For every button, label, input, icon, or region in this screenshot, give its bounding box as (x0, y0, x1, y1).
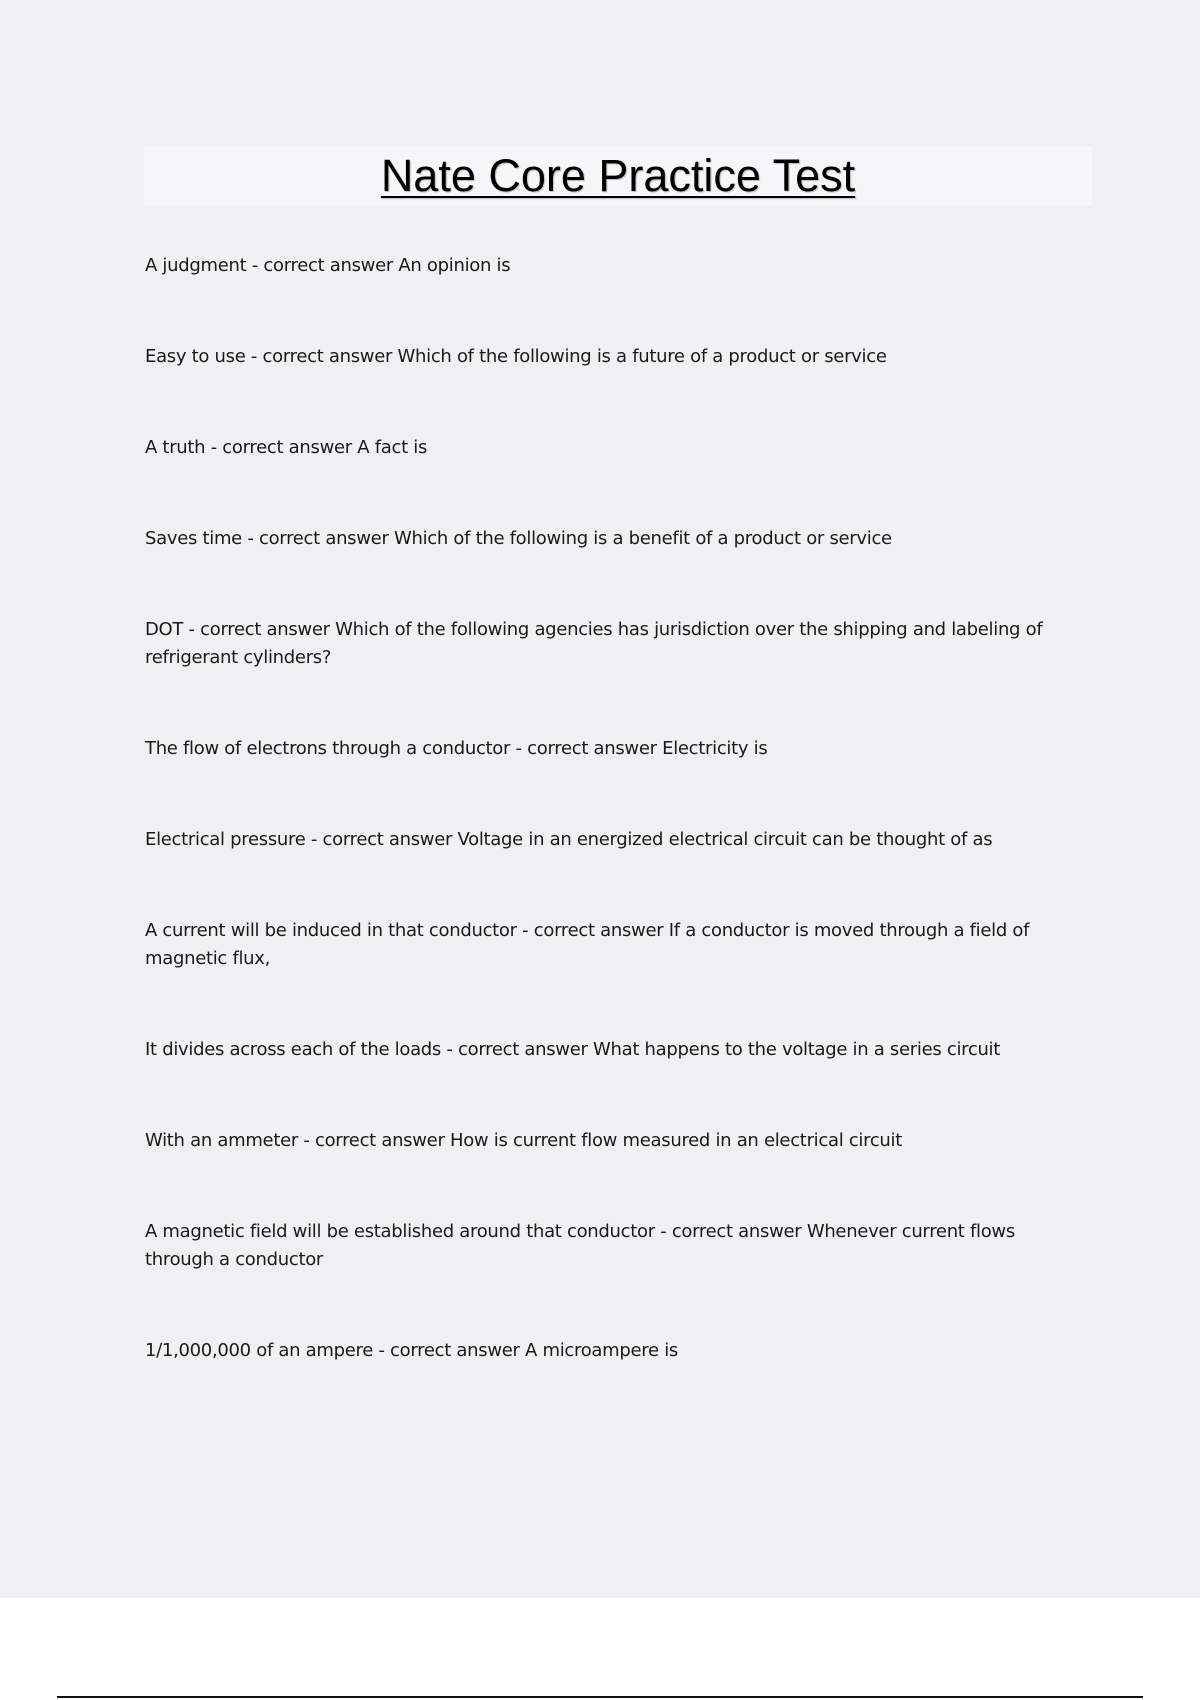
qa-entry: Easy to use - correct answer Which of the following is a future of a product or service (145, 346, 887, 367)
question-answer-list (145, 252, 1085, 1365)
qa-entry: 1/1,000,000 of an ampere - correct answer A microampere is (145, 1340, 678, 1361)
page-title: Nate Core Practice Test (380, 150, 856, 201)
title-banner (144, 146, 1092, 206)
qa-entry: It divides across each of the loads - correct answer What happens to the voltage in a series circuit (145, 1039, 1001, 1060)
qa-entry: The flow of electrons through a conductor - correct answer Electricity is (145, 738, 768, 759)
qa-entry: A truth - correct answer A fact is (145, 437, 428, 458)
footer-divider (57, 1696, 1143, 1698)
qa-entry: A current will be induced in that conductor - correct answer If a conductor is moved through a field of magnetic flux, (145, 920, 1030, 969)
qa-entry: DOT - correct answer Which of the following agencies has jurisdiction over the shipping and labeling of refrigerant cylinders? (145, 619, 1043, 668)
qa-entry: With an ammeter - correct answer How is current flow measured in an electrical circuit (145, 1130, 902, 1151)
qa-entry: Electrical pressure - correct answer Voltage in an energized electrical circuit can be thought of as (145, 829, 993, 850)
qa-entry: A judgment - correct answer An opinion is (145, 255, 511, 276)
qa-entry: A magnetic field will be established around that conductor - correct answer Whenever current flows through a conductor (145, 1221, 1015, 1270)
qa-entry: Saves time - correct answer Which of the following is a benefit of a product or service (145, 528, 892, 549)
